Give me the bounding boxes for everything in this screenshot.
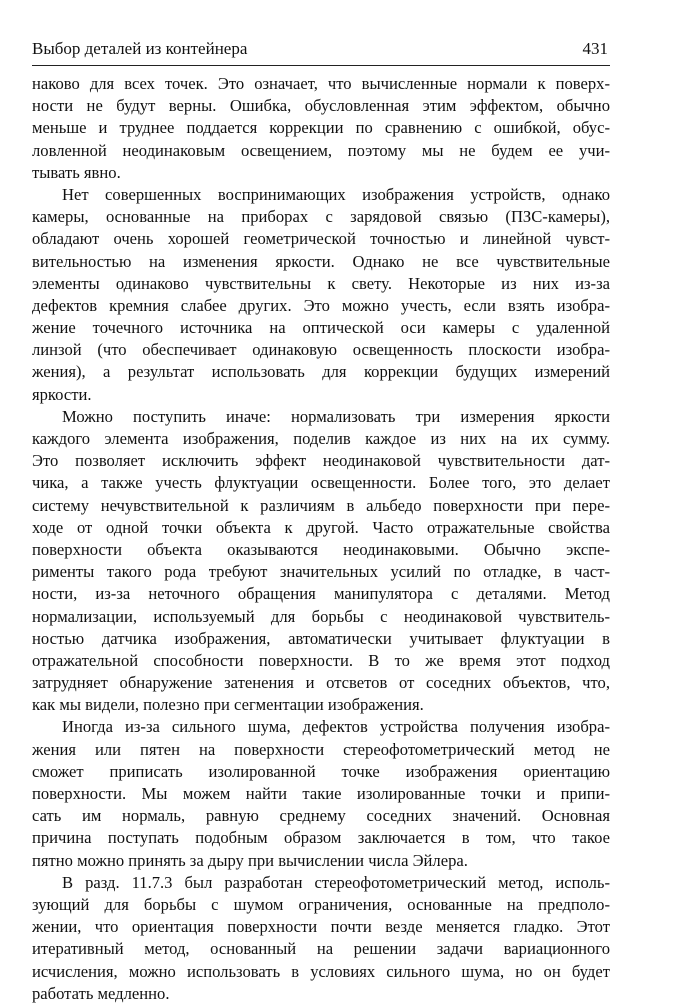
text-line: дефектов кремния слабее других. Это можно учесть, если взять изобра- — [32, 295, 610, 315]
text-line: Это позволяет исключить эффект неодинаковой чувствительности дат- — [32, 451, 610, 471]
text-line: работать медленно. — [32, 983, 170, 1003]
text-line: отражательной способности поверхности. В то же время этот подход — [32, 650, 610, 670]
text-line: жения), а результат использовать для коррекции будущих измерений — [32, 362, 610, 382]
text-line: камеры, основанные на приборах с зарядовой связью (ПЗС-камеры), — [32, 207, 610, 227]
paragraph-1 — [32, 73, 610, 184]
text-line: меньше и труднее поддается коррекции по сравнению с ошибкой, обус- — [32, 118, 610, 138]
text-line: Можно поступить иначе: нормализовать три измерения яркости — [62, 406, 610, 426]
text-line: ности не будут верны. Ошибка, обусловленная этим эффектом, обычно — [32, 96, 610, 116]
paragraph-4 — [32, 716, 610, 871]
header-divider — [32, 65, 610, 66]
text-line: как мы видели, полезно при сегментации изображения. — [32, 695, 424, 715]
text-line: ловленной неодинаковым освещением, поэтому мы не будем ее учи- — [32, 140, 610, 160]
text-line: поверхности. Мы можем найти такие изолированные точки и припи- — [32, 784, 610, 803]
text-line: каждого элемента изображения, поделив каждое из них на их сумму. — [32, 429, 610, 448]
text-line: элементы одинаково чувствительны к свету. Некоторые из них из-за — [32, 273, 610, 293]
text-line: ходе от одной точки объекта к другой. Часто отражательные свойства — [32, 517, 610, 537]
running-header — [32, 38, 610, 64]
text-line: причина поступать подобным образом заключается в том, что такое — [32, 828, 610, 848]
text-line: сможет приписать изолированной точке изображения ориентацию — [32, 761, 610, 781]
text-line: нормализации, используемый для борьбы с неодинаковой чувствитель- — [32, 606, 610, 626]
text-line: рименты такого рода требуют значительных усилий по отладке, в част- — [32, 562, 610, 582]
paragraph-2 — [32, 184, 610, 406]
text-line: зующий для борьбы с шумом ограничения, основанные на предполо- — [32, 894, 610, 914]
page-number: 431 — [582, 39, 608, 58]
text-line: жение точечного источника на оптической оси камеры с удаленной — [32, 318, 610, 338]
text-line: исчисления, можно использовать в условиях сильного шума, но он будет — [32, 961, 610, 981]
text-line: В разд. 11.7.3 был разработан стереофотометрический метод, исполь- — [62, 872, 610, 892]
running-header-title: Выбор деталей из контейнера — [32, 39, 248, 58]
text-line: ности, из-за неточного обращения манипулятора с деталями. Метод — [32, 584, 610, 604]
text-line: обладают очень хорошей геометрической точностью и линейной чувст- — [32, 229, 610, 249]
text-line: Иногда из-за сильного шума, дефектов устройства получения изобра- — [62, 717, 610, 737]
text-line: поверхности объекта оказываются неодинаковыми. Обычно экспе- — [32, 539, 610, 559]
text-line: Нет совершенных воспринимающих изображения устройств, однако — [62, 184, 610, 204]
text-line: тывать явно. — [32, 162, 121, 182]
paragraph-5 — [32, 872, 610, 1005]
text-line: систему нечувствительной к различиям в альбедо поверхности при пере- — [32, 495, 610, 515]
text-line: яркости. — [32, 384, 92, 404]
body-text — [32, 73, 610, 1005]
text-line: жения или пятен на поверхности стереофотометрический метод не — [32, 739, 610, 759]
paragraph-3 — [32, 406, 610, 717]
text-line: жении, что ориентация поверхности почти везде меняется гладко. Этот — [32, 917, 610, 937]
text-line: наково для всех точек. Это означает, что вычисленные нормали к поверх- — [32, 74, 610, 93]
text-line: чика, а также учесть флуктуации освещенности. Более того, это делает — [32, 473, 610, 493]
text-line: сать им нормаль, равную среднему соседних значений. Основная — [32, 806, 610, 826]
text-line: затрудняет обнаружение затенения и отсветов от соседних объектов, что, — [32, 673, 610, 693]
text-line: ностью датчика изображения, автоматически учитывает флуктуации в — [32, 628, 610, 648]
text-line: пятно можно принять за дыру при вычислении числа Эйлера. — [32, 850, 468, 870]
text-line: линзой (что обеспечивает одинаковую освещенность плоскости изобра- — [32, 340, 610, 360]
text-line: итеративный метод, основанный на решении задачи вариационного — [32, 939, 610, 959]
text-line: вительностью на изменения яркости. Однако не все чувствительные — [32, 251, 610, 271]
